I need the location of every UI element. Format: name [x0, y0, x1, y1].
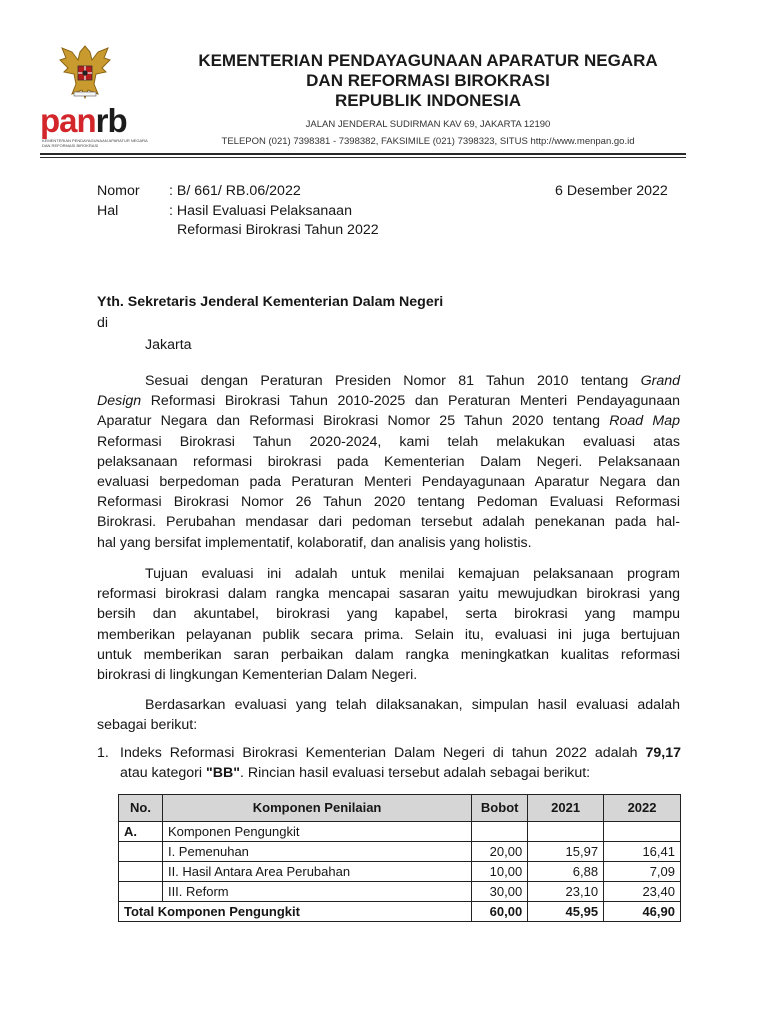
item-1-line: atau kategori "BB". Rincian hasil evaluasi tersebut adalah sebagai berikut:	[120, 765, 591, 782]
p1-line: hal yang bersifat implementatif, kolaboratif, dan analisis yang holistis.	[97, 534, 532, 551]
group-no: A.	[119, 822, 163, 842]
group-label: Komponen Pengungkit	[162, 822, 471, 842]
total-bobot: 60,00	[472, 902, 528, 922]
nomor-value: : B/ 661/ RB.06/2022	[169, 183, 301, 199]
recipient-title: Yth. Sekretaris Jenderal Kementerian Dalam Negeri	[97, 294, 444, 310]
table-row	[119, 882, 681, 902]
p2-line: bersih dan akuntabel, birokrasi yang kapabel, serta birokrasi yang mampu	[97, 606, 680, 623]
panrb-logo	[40, 40, 158, 150]
garuda-emblem-icon	[54, 40, 116, 102]
table-row	[119, 822, 681, 842]
header-2021: 2021	[528, 795, 604, 822]
recipient-di: di	[97, 315, 109, 331]
p1-line: evaluasi berpedoman pada Peraturan Menteri Pendayagunaan Aparatur Negara dan	[97, 474, 680, 491]
item-1-number: 1.	[97, 745, 109, 761]
row-2022: 7,09	[604, 862, 681, 882]
p2-line: memberikan pelayanan publik secara prima. Selain itu, evaluasi ini juga bertujuan	[97, 626, 680, 643]
nomor-label: Nomor	[97, 183, 140, 199]
item-1-text	[120, 743, 681, 783]
row-bobot: 20,00	[472, 842, 528, 862]
letterhead-contact: TELEPON (021) 7398381 - 7398382, FAKSIMILE (021) 7398323, SITUS http://www.menpan.go.id	[221, 136, 635, 147]
evaluation-table	[118, 794, 681, 922]
p2-line: untuk memberikan saran perbaikan dalam rangka meningkatkan kualitas reformasi	[97, 646, 680, 663]
hal-label: Hal	[97, 203, 119, 219]
row-label: I. Pemenuhan	[162, 842, 471, 862]
header-bobot: Bobot	[472, 795, 528, 822]
total-2021: 45,95	[528, 902, 604, 922]
header-2022: 2022	[604, 795, 681, 822]
header-no: No.	[119, 795, 163, 822]
logo-text-pan: pan	[40, 102, 96, 139]
letterhead-line-2: DAN REFORMASI BIROKRASI	[306, 71, 550, 90]
p1-line: Reformasi Birokrasi Tahun 2020-2024, kami telah melakukan evaluasi atas	[97, 433, 680, 450]
p2-line: reformasi birokrasi dalam rangka mencapai sasaran yaitu mewujudkan birokrasi yang	[97, 586, 680, 603]
p1-line: Birokrasi. Perubahan mendasar dari pedoman tersebut adalah penekanan pada hal-	[97, 514, 680, 531]
logo-text-rb: rb	[95, 102, 127, 139]
row-bobot: 10,00	[472, 862, 528, 882]
total-label: Total Komponen Pengungkit	[119, 902, 472, 922]
hal-line-1: : Hasil Evaluasi Pelaksanaan	[169, 203, 352, 219]
recipient-city: Jakarta	[145, 337, 192, 353]
logo-subtext: KEMENTERIAN PENDAYAGUNAAN APARATUR NEGARA DAN REFORMASI BIROKRASI	[42, 138, 148, 148]
letter-date: 6 Desember 2022	[555, 183, 668, 199]
p3-line: sebagai berikut:	[97, 717, 198, 734]
total-2022: 46,90	[604, 902, 681, 922]
p1-line: Sesuai dengan Peraturan Presiden Nomor 81 Tahun 2010 tentang Grand	[145, 373, 680, 389]
row-2021: 15,97	[528, 842, 604, 862]
p2-line: Tujuan evaluasi ini adalah untuk menilai kemajuan pelaksanaan program	[145, 566, 680, 582]
row-bobot: 30,00	[472, 882, 528, 902]
table-total-row	[119, 902, 681, 922]
p2-line: birokrasi di lingkungan Kementerian Dalam Negeri.	[97, 667, 418, 684]
p1-line: Design Reformasi Birokrasi Tahun 2010-2025 dan Peraturan Menteri Pendayagunaan	[97, 393, 680, 410]
letterhead-address: JALAN JENDERAL SUDIRMAN KAV 69, JAKARTA 12190	[305, 119, 551, 130]
header-komponen: Komponen Penilaian	[162, 795, 471, 822]
p3-line: Berdasarkan evaluasi yang telah dilaksanakan, simpulan hasil evaluasi adalah	[145, 697, 680, 713]
item-1-line: Indeks Reformasi Birokrasi Kementerian Dalam Negeri di tahun 2022 adalah 79,17	[120, 745, 681, 761]
row-label: III. Reform	[162, 882, 471, 902]
table-header-row	[119, 795, 681, 822]
row-2021: 6,88	[528, 862, 604, 882]
row-label: II. Hasil Antara Area Perubahan	[162, 862, 471, 882]
letterhead-rule-thin	[40, 157, 686, 158]
row-2022: 16,41	[604, 842, 681, 862]
table-row	[119, 862, 681, 882]
hal-line-2: Reformasi Birokrasi Tahun 2022	[177, 222, 379, 238]
p1-line: Reformasi Birokrasi Nomor 26 Tahun 2020 tentang Pedoman Evaluasi Reformasi	[97, 494, 680, 511]
p1-line: Aparatur Negara dan Reformasi Birokrasi Nomor 25 Tahun 2020 tentang Road Map	[97, 413, 680, 430]
row-2021: 23,10	[528, 882, 604, 902]
letterhead-line-3: REPUBLIK INDONESIA	[334, 91, 522, 110]
row-2022: 23,40	[604, 882, 681, 902]
paragraph-1	[97, 371, 680, 553]
letterhead-rule	[40, 153, 686, 155]
paragraph-2	[97, 564, 680, 685]
letterhead-line-1: KEMENTERIAN PENDAYAGUNAAN APARATUR NEGARA	[198, 51, 658, 70]
table-row	[119, 842, 681, 862]
p1-line: pelaksanaan reformasi birokrasi pada Kementerian Dalam Negeri. Pelaksanaan	[97, 453, 680, 470]
paragraph-3	[97, 695, 680, 735]
